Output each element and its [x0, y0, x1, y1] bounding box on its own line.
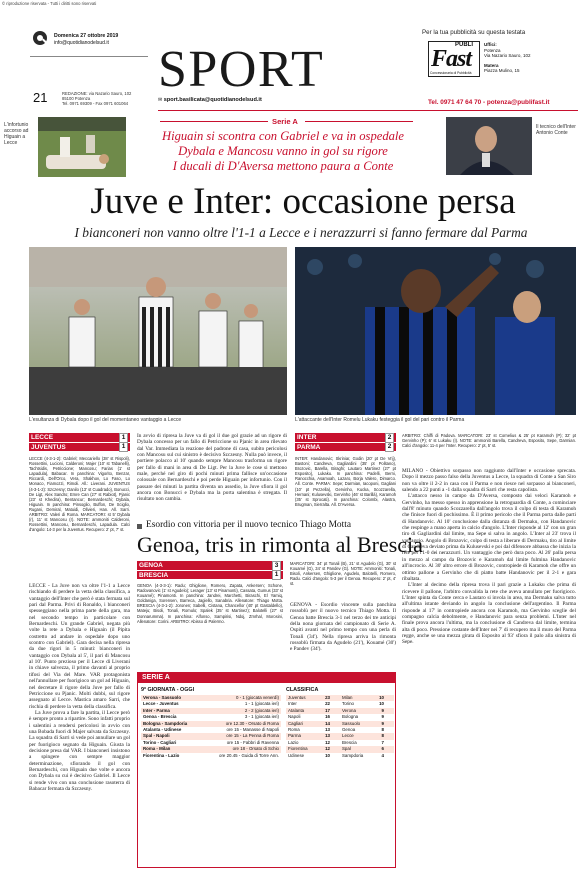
fixture-result: ore 15 - La Penna di Roma: [226, 733, 279, 739]
team-name: Napoli: [288, 714, 301, 720]
team-name: Cagliari: [288, 720, 303, 726]
round-panel-header: SERIE A: [138, 673, 395, 683]
fixture-match: Roma - Milan: [143, 746, 171, 752]
fixture-row: [141, 753, 281, 759]
fixture-match: Lecce - Juventus: [143, 701, 179, 707]
team-points: 7: [381, 739, 384, 745]
mail-icon: ✉: [158, 97, 163, 103]
team-name: Fiorentina: [288, 746, 308, 752]
higuain-injury-photo: [38, 117, 126, 177]
serie-a-round-panel: [137, 672, 396, 868]
standings-title: CLASSIFICA: [286, 687, 319, 693]
genoa-headline: Genoa, tris in rimonta al Brescia: [137, 532, 423, 557]
team-points: 10: [379, 695, 384, 700]
kicker-bullet-icon: [137, 524, 142, 529]
team-name: Lazio: [288, 739, 299, 745]
team-name: Genoa: [342, 726, 356, 732]
serie-a-tag: Serie A: [272, 117, 298, 126]
dybala-celebration-photo: [29, 247, 287, 415]
main-headline: Juve e Inter: occasione persa: [90, 181, 516, 222]
fixture-match: Genoa - Brescia: [143, 714, 177, 720]
photo-right-caption: L'attaccante dell'Inter Romelu Lukaku festeggia il gol del pari contro il Parma: [295, 417, 465, 423]
fixture-result: 2 - 2 (giocata ieri): [244, 707, 279, 713]
inter-parma-lineups: INTER: Handanovic; Skriniar, Godin (20' pt De Vrij), Bastoni; Candreva, Gagliardini (35' pt Politano), Brozovic, Barella, Biraghi; Lautaro Martinez (27' pt Esposito), Lukaku. In panchina: Padelli, Berni, Ranocchia, Asamoah, Lazaro, Borja Valero, Dimarco. All. Conte. PARMA: Sepe; Darmian, Iacoponi, Gagliani (10' pt Pezzella), Gervinho, Kucka, Scozzarella, Hernani; Kulusevski, Gervinho (46' st Barillà), Karamoh (35' st Sprocati). In panchina: Colombi, Alastra, Brugman, Sierralta. All. D'Aversa.: [295, 456, 396, 507]
lecce-juve-scorebox: [29, 433, 130, 451]
fixture-match: Spal - Napoli: [143, 733, 170, 739]
team-points: 6: [381, 746, 384, 752]
genoa-brescia-article: GENOVA - Esordio vincente sulla panchina rossoblù per il nuovo tecnico Thiago Motta. Il Genoa batte Brescia 3-1 nel terzo dei tre anticipi della nona giornata del campionato di Serie A. Ospiti avanti nel primo tempo con una perla di Tonali (34'). Nella ripresa arriva la rimonta rossoblù firmata da Agudelo (21'), Kouamé (30') e Pandev (34').: [290, 602, 396, 653]
fixture-match: Inter - Parma: [143, 707, 170, 713]
team-points: 4: [381, 752, 384, 758]
team-points: 22: [325, 701, 330, 707]
team-points: 9: [381, 714, 384, 720]
team-points: 8: [381, 726, 384, 732]
fixture-result: ore 15 - Manasse di Napoli: [226, 726, 279, 732]
ad-logo: PUBLI Fast Concessionaria di Pubblicità: [428, 41, 480, 77]
conte-photo: [446, 117, 532, 175]
fixture-result: ore 12.30 - Orsato di Roma: [225, 720, 279, 726]
left-photo-caption: L'infortunio accorso ad Higuain a Lecce: [4, 122, 29, 146]
genoa-brescia-details: MARCATORI: 34' pt Tonali (B), 21' st Agudelo (G), 30' st Kouamé (G), 34' st Pandev (G). NOTE: Ammoniti: Tonali, Bisoli, Ankersen, Ghiglione, Agudelo, Balotelli, Romero, Radu. Calci d'angolo: 5-3 per il Genoa. Recupero: 2' pt, 4' st.: [290, 561, 396, 587]
team-name: Atalanta: [288, 707, 305, 713]
team-name: Juventus: [288, 695, 306, 700]
tag-rule-right: [305, 121, 413, 122]
sport-email[interactable]: ✉ sport.basilicata@quotidianodelsud.it: [158, 97, 262, 103]
team-name: Bologna: [342, 714, 359, 720]
team-points: 8: [381, 733, 384, 739]
team-points: 14: [325, 720, 330, 726]
genoa-kicker: Esordio con vittoria per il nuovo tecnico Thiago Motta: [146, 520, 351, 530]
score-away-row: PARMA 2: [295, 442, 396, 451]
fixture-match: Fiorentina - Lazio: [143, 752, 180, 758]
fixture-match: Verona - Sassuolo: [143, 695, 182, 700]
lecce-juve-lineups: LECCE (4-3-1-2): Gabriel; Meccariello (38' st Rispoli), Rossettini, Lucioni, Calderoni; Majer (10' st Tabanelli), Tachtsidis, Petriccione; Mancosu; Farias (1' st Lapadula), Babacar. In panchina: Vigorito, Benzar, Riccardi, Dell'Orco, Vera, Shakhov, Lo Faso, Lo Monaco, Fiamozzi, Rimoli. All.: Liverani. JUVENTUS (4-3-1-2): Szczesny; Danilo (13' st Cuadrado), Bonucci, De Ligt, Alex Sandro; Emre Can (27' st Rabiot), Pjanic (23' st Khedira), Bentancur; Bernardeschi; Dybala, Higuain. In panchina: Pinsoglio, Buffon, De Sciglio, Rugani, Demiral, Matuidi, Olivieri, Han. All. Sarri. ARBITRO: Valeri di Roma. MARCATORI: st 5' Dybala (r), 11' st Mancosu (r). NOTE: ammoniti Calderoni, Rossettini, Mancosu, Bernardeschi, Lapadula. Calci d'angolo: 14-3 per la Juventus. Recupero: 2' pt, 7' st.: [29, 456, 130, 533]
fixture-result: ore 18 - Orsato di Schio: [232, 746, 279, 752]
standings-row: [340, 753, 394, 759]
lukaku-celebration-photo: [295, 247, 576, 415]
advertisement[interactable]: [422, 29, 577, 111]
fixture-match: Atalanta - Udinese: [143, 726, 182, 732]
copyright-notice: © riproduzione riservata - Tutti i diritti sono riservati: [2, 1, 97, 6]
team-name: Inter: [288, 701, 297, 707]
fixtures-title: 9ª GIORNATA - OGGI: [141, 687, 195, 693]
team-name: Roma: [288, 726, 300, 732]
fixture-result: ore 20.45 - Guida di Torre Ann.: [219, 752, 279, 758]
fixture-result: 1 - 1 (giocata ieri): [244, 701, 279, 707]
contact-email[interactable]: info@quotidianodelsud.it: [54, 40, 109, 46]
genoa-brescia-lineups: GENOA (4-3-3-1): Radu; Ghiglione, Romero, Zapata, Ankersen; Schone, Radovanovic (1' st Agudelo); Lerager (13' st Pinamonti), Cassata, Gumus (33' st Kouamé); Pinamonti. In panchina: Jandrei, Marchetti, Biraschi, El Yamiq, Goldaniga, Sorensen, Barreca, Jagiello, Sanabria. Allenatore: Thiago Motta. BRESCIA (4-3-1-2): Joronen; Sabelli, Cistana, Chancellor (40' pt Gastaldello), Mateju; Bisoli, Tonali, Romulo; Spalek (35' st Martinez); Balotelli (27' st Donnarumma). In panchina: Alfonso, Sampirisi, Ndoj, Zmrhal, Morosini, Allenatore: Corini. ARBITRO: Abisso di Palermo.: [137, 583, 283, 624]
score-home-row: GENOA 3: [137, 561, 283, 570]
fixture-result: 0 - 1 (giocata venerdì): [236, 695, 279, 700]
masthead-divider: [30, 56, 148, 57]
header-rule: [158, 110, 578, 111]
score-away-row: BRESCIA 1: [137, 570, 283, 579]
page-number: 21: [33, 90, 48, 105]
team-name: Torino: [342, 701, 354, 707]
lecce-juve-article: LECCE - La Juve non va oltre l'1-1 a Lecce rischiando di perdere la vetta della classifica, a vantaggio dell'Inter che però è stata fermata sul pari dal Parma. Privi di Ronaldo, i bianconeri spesseggiano nella prima parte della gara, ma nel secondo tempo in particolare con Bernardeschi. Un grande Gabriel, negata più volte la rete a Dybala e Higuain (il Pipita costretto ad andare in ospedale dopo uno scontro con Gabriel). Gara decisa nella ripresa da due rigori in 5 minuti: bianconeri in vantaggio con Dybala al 5', il pari di Mancosu al 10'. Punto prezioso per il Lecce di Liverani in chiave salvezza, il primo davanti al proprio tifosi del Via del Mare. VAR protagonista nell'annullare per fuorigioco un gol ad Higuain, nel decretare il rigore della Juve per fallo di Petriccione su Pjanic. Molti dubbi, sul rigore assegnato al Lecce. Mastica amaro Sarri, che rischia di perdere la vetta della classifica. La Juve prova a fare la partita, il Lecce però è sempre pronto a ripartire. Sono infatti proprio i salentini a rendersi pericolosi in avvio con una Bobada fuori di Majer salvata da Szczesny. La squadra di Sarri si vede poi annullare un gol per fuorigioco segnato da Higuain. Giusta la decisione presa dal VAR. I bianconeri insistono a spingere con sempre maggior determinazione, sfiorando il gol con Bernardeschi, con Higuain due volte e ancora con Dybala su cui è decisivo Gabriel. Il Lecce si rende vivo con una conclusione rasoterra di Babacar fermata da Szczesny.: [29, 583, 130, 792]
team-name: Sassuolo: [342, 720, 361, 726]
fixture-match: Torino - Cagliari: [143, 739, 177, 745]
fixtures-list: [141, 687, 281, 759]
team-name: Parma: [288, 733, 301, 739]
photo-left-caption: L'esultanza di Dybala dopo il gol del momentaneo vantaggio a Lecce: [29, 417, 182, 423]
score-away-row: JUVENTUS 1: [29, 442, 130, 451]
team-points: 10: [325, 752, 330, 758]
inter-parma-details: ARBITRO: Chiffi di Padova. MARCATORI: 23' st Cornelius & 25' pt Karamoh (P); 32' pt Gervinho (P); 6' st Lukaku (I). NOTE: ammoniti Barella, Candreva, Esposito, Sepe, Darmian. Calci d'angolo: 11-4 per l'Inter. Recupero: 2' pt, 5' st.: [402, 433, 576, 449]
team-points: 13: [325, 733, 330, 739]
main-subheadline: I bianconeri non vanno oltre l'1-1 a Lecce e i nerazzurri si fanno fermare dal Parma: [74, 225, 528, 240]
team-points: 17: [325, 707, 330, 713]
ad-offices: Uffici: Potenza Via Nazario Sauro, 102 Matera Piazza Mulino, 15: [484, 42, 531, 73]
top-headline: Higuain si scontra con Gabriel e va in ospedale Dybala e Mancosu vanno in gol su rigore I ducali di D'Aversa mettono paura a Conte: [161, 129, 405, 173]
score-home-row: LECCE 1: [29, 433, 130, 442]
issue-date: Domenica 27 ottobre 2019: [54, 33, 119, 39]
genoa-brescia-scorebox: [137, 561, 283, 579]
ad-tagline: Per la tua pubblicità su questa testata: [422, 29, 526, 36]
team-name: Sampdoria: [342, 752, 364, 758]
inter-parma-scorebox: [295, 433, 396, 451]
team-points: 9: [381, 720, 384, 726]
fixture-result: 3 - 1 (giocata ieri): [244, 714, 279, 720]
lecce-juve-article-cont: In avvio di ripresa la Juve va di gol il due gol grazie ad un rigore di Dybala concesso per un fallo di Petriccione su Pjanic in area rilevato dal Var. Immediata la reazione del padrone di casa, subito pericolosi con Mancosu sul cui sinistro è decisivo Szczesny. Nulla può invece, il portiere polacco al 10' quando sempre Mancosu trasforma un rigore per fallo di mani in area di De Ligt. Per la Juve le cose si mettono male, perché nel giro di pochi minuti prima fallisce un'occasione colossale con Bernardeschi e poi perde Higuain per infortunio. Con il passare dei minuti la partita diventa un assedio, la Juve sfiora il gol ancora con Bonucci e Dybala ma la porta salentina è stregata. Il risultato non cambia.: [137, 433, 287, 503]
team-points: 10: [379, 701, 384, 707]
team-points: 12: [325, 746, 330, 752]
standings-row: [286, 753, 340, 759]
team-points: 13: [325, 726, 330, 732]
team-points: 12: [325, 739, 330, 745]
score-home-row: INTER 2: [295, 433, 396, 442]
team-name: Milan: [342, 695, 353, 700]
right-photo-caption: Il tecnico dell'Inter Antonio Conte: [536, 124, 576, 136]
team-name: Lecce: [342, 733, 354, 739]
fixture-match: Bologna - Sampdoria: [143, 720, 188, 726]
team-name: Verona: [342, 707, 356, 713]
editorial-address: REDAZIONE: via Nazario Sauro, 102 85100 Potenza Tel. 0971 69309 - Fax 0971 601064: [62, 91, 132, 107]
ad-phone[interactable]: Tel. 0971 47 64 70 - potenza@publifast.it: [428, 99, 550, 106]
standings-list: [286, 687, 394, 759]
team-name: Spal: [342, 746, 351, 752]
inter-parma-article: MILANO - Obiettivo sorpasso non raggiunto dall'Inter e occasione sprecata. Dopo il mezzo passo falso della Juventus a Lecce, la squadra di Conte a San Siro non va oltre il 2-2 in casa con il Parma e non riesce nel sorpasso ai bianconeri, salendo a 22 punti a -1 dalla squadra di Sarri che resta capolista. L'attacco nesso in campo da D'Aversa, composto dai veloci Karamoh e Gervinho, ha messo spesso in apprensione la retroguardia di Conte, a cominciare dall'8' minuto quando Scozzarella dall'angolo trova il colpo di testa di Karamoh che finisce fuori di pochissimo. È il primo pericolo che il Parma porta dalle parti di Handanovic. Al 10' conclusione dalla distanza di Dermaku, con Handanovic che respinge a mano aperta in calcio d'angolo. L'Inter risponde al 12' con un gran tiro di Gagliardini dal limite, ma Sepe si salva in angolo. L'Inter al 23' trova il vantaggio. Angolo di Brozovic, colpo di testa a liberare di Dermaku, tiro al limite di Candreva deviato prima da Kulusevski e poi dal difensore abbassa che inizia la rete per l'1-0 dei nerazzurri. Un vantaggio che però dura poco. Al 26' palla persa in mezzo al campo da Brozovic e Karamoh dal limite fulmina Handanovic all'incrocio. Al 30' altro errore di Brozovic, contropiede di Karamoh che offre un ottimo pallone a Gervinho che di piatto batte Handanovic per il 2-1 e gara ribaltata. L'Inter al decimo della ripresa trova il pari grazie a Lukaku che prima di ricevere il pallone, l'arbitro convalida la rete che aveva annullato per fuorigioco. L'Inter spinta da Conte cerca e Lautaro si invola in area, ma Dermaku salva tutto all'ultima istante deviando in angolo la conclusione dell'argentino. Il Parma risponde al 17' in contropiede ancora con Karamoh, ma Gervinho sceglie del compagno calcia debolmente, e Handanovic para senza problemi. L'Inter nel finale prova ancora l'ultima, ma la conclusione di Candreva dal limite, termina alta di poco. Pressione costante dell'Inter nei 7' di recupero ma il muro del Parma regge, anche se una mezza girata di Esposito al 93' sfiora il palo alla sinistra di Sepe.: [402, 468, 576, 646]
team-points: 23: [325, 695, 330, 700]
team-name: Brescia: [342, 739, 357, 745]
fixture-result: ore 15 - Fabbri di Ravenna: [226, 739, 279, 745]
publication-logo-icon: [33, 31, 47, 45]
team-points: 9: [381, 707, 384, 713]
team-name: Udinese: [288, 752, 305, 758]
tag-rule-left: [160, 121, 268, 122]
team-points: 16: [325, 714, 330, 720]
section-title: SPORT: [158, 41, 325, 98]
